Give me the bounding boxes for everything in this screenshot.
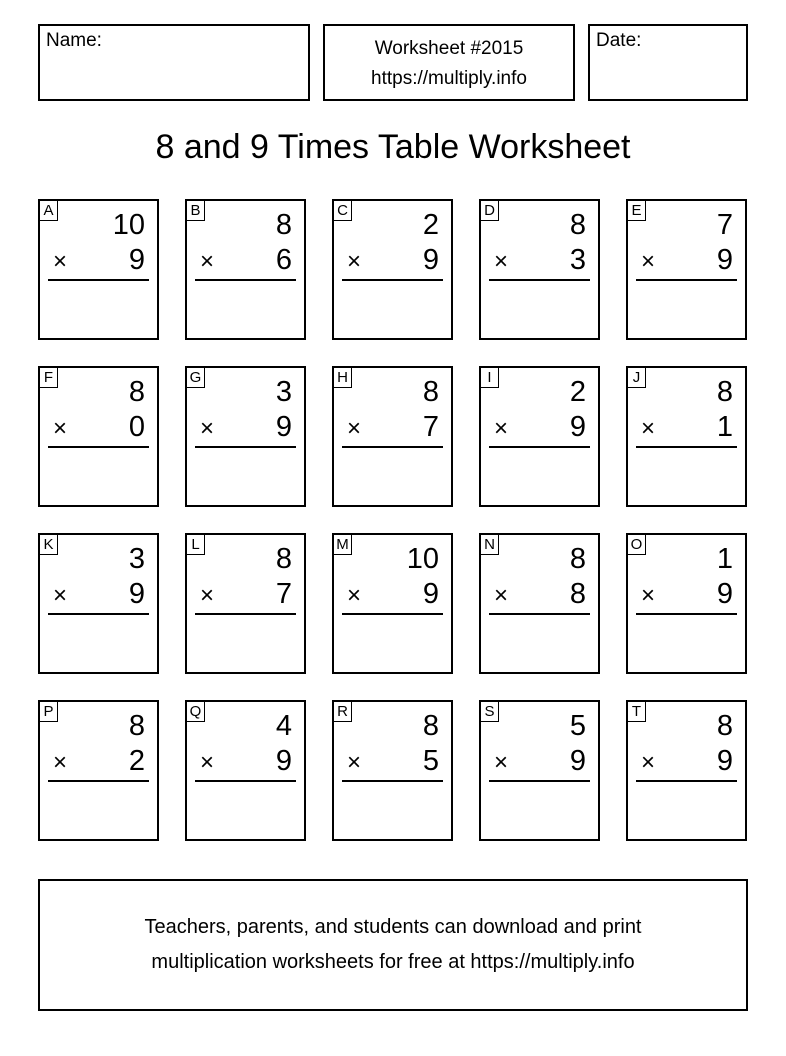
answer-line <box>195 446 296 448</box>
multiply-sign: × <box>200 248 215 275</box>
problem-multiplier: 9 <box>716 745 733 777</box>
multiply-sign: × <box>200 582 215 609</box>
problem-multiplicand: 3 <box>128 543 145 575</box>
problem-multiplier: 9 <box>275 745 292 777</box>
answer-line <box>636 446 737 448</box>
answer-line <box>489 279 590 281</box>
problem-letter: I <box>481 368 499 388</box>
problem-card <box>332 366 453 507</box>
problem-card <box>479 199 600 340</box>
problem-letter: H <box>334 368 352 388</box>
answer-line <box>195 613 296 615</box>
problem-letter: T <box>628 702 646 722</box>
problem-letter: J <box>628 368 646 388</box>
problem-multiplicand: 4 <box>275 710 292 742</box>
multiply-sign: × <box>347 248 362 275</box>
date-label: Date: <box>596 30 642 51</box>
problem-multiplier: 1 <box>716 411 733 443</box>
answer-line <box>342 613 443 615</box>
problem-letter: F <box>40 368 58 388</box>
problem-multiplier: 8 <box>569 578 586 610</box>
problem-card <box>479 533 600 674</box>
worksheet-info-box <box>323 24 575 101</box>
multiply-sign: × <box>641 248 656 275</box>
problem-multiplicand: 8 <box>422 710 439 742</box>
problem-letter: C <box>334 201 352 221</box>
answer-line <box>48 780 149 782</box>
problem-multiplier: 9 <box>128 244 145 276</box>
problem-multiplier: 0 <box>128 411 145 443</box>
problem-letter: S <box>481 702 499 722</box>
name-label: Name: <box>46 30 102 51</box>
problem-multiplicand: 3 <box>275 376 292 408</box>
problem-multiplicand: 1 <box>716 543 733 575</box>
answer-line <box>489 613 590 615</box>
problem-multiplicand: 8 <box>569 209 586 241</box>
multiply-sign: × <box>347 582 362 609</box>
problem-card <box>185 366 306 507</box>
problem-multiplicand: 2 <box>569 376 586 408</box>
problem-letter: N <box>481 535 499 555</box>
problem-multiplier: 9 <box>569 745 586 777</box>
answer-line <box>48 613 149 615</box>
answer-line <box>48 446 149 448</box>
multiply-sign: × <box>200 415 215 442</box>
date-field-box <box>588 24 748 101</box>
answer-line <box>48 279 149 281</box>
problem-card <box>626 533 747 674</box>
problem-multiplicand: 8 <box>716 710 733 742</box>
problem-card <box>626 366 747 507</box>
footer-box <box>38 879 748 1011</box>
problem-multiplicand: 8 <box>569 543 586 575</box>
answer-line <box>342 780 443 782</box>
problem-multiplier: 9 <box>275 411 292 443</box>
answer-line <box>342 279 443 281</box>
answer-line <box>489 446 590 448</box>
problem-card <box>479 700 600 841</box>
answer-line <box>636 279 737 281</box>
answer-line <box>489 780 590 782</box>
problem-card <box>38 199 159 340</box>
multiply-sign: × <box>494 415 509 442</box>
problem-multiplicand: 8 <box>422 376 439 408</box>
multiply-sign: × <box>641 749 656 776</box>
problem-letter: K <box>40 535 58 555</box>
problem-letter: E <box>628 201 646 221</box>
problem-multiplier: 7 <box>275 578 292 610</box>
problem-multiplicand: 8 <box>128 710 145 742</box>
answer-line <box>636 613 737 615</box>
name-field-box <box>38 24 310 101</box>
problem-multiplicand: 2 <box>422 209 439 241</box>
multiply-sign: × <box>494 749 509 776</box>
multiply-sign: × <box>53 415 68 442</box>
problem-multiplier: 9 <box>716 244 733 276</box>
problem-card <box>626 700 747 841</box>
worksheet-url: https://multiply.info <box>371 68 527 89</box>
multiply-sign: × <box>53 248 68 275</box>
problem-multiplicand: 10 <box>112 209 145 241</box>
problem-multiplicand: 8 <box>275 543 292 575</box>
problem-card <box>626 199 747 340</box>
problem-letter: D <box>481 201 499 221</box>
answer-line <box>636 780 737 782</box>
problem-letter: G <box>187 368 205 388</box>
problem-card <box>38 700 159 841</box>
answer-line <box>195 780 296 782</box>
problem-letter: Q <box>187 702 205 722</box>
problem-multiplicand: 7 <box>716 209 733 241</box>
problem-letter: L <box>187 535 205 555</box>
multiply-sign: × <box>494 248 509 275</box>
problem-card <box>185 533 306 674</box>
problem-letter: O <box>628 535 646 555</box>
footer-line-2: multiplication worksheets for free at https://multiply.info <box>151 951 635 973</box>
multiply-sign: × <box>641 415 656 442</box>
multiply-sign: × <box>347 415 362 442</box>
problem-letter: P <box>40 702 58 722</box>
problem-card <box>332 700 453 841</box>
problem-letter: B <box>187 201 205 221</box>
problem-multiplicand: 8 <box>128 376 145 408</box>
problem-card <box>185 199 306 340</box>
multiply-sign: × <box>641 582 656 609</box>
page-title: 8 and 9 Times Table Worksheet <box>155 128 631 166</box>
worksheet-number: Worksheet #2015 <box>374 38 524 59</box>
problem-multiplier: 6 <box>275 244 292 276</box>
problem-letter: R <box>334 702 352 722</box>
problem-multiplier: 9 <box>422 244 439 276</box>
problem-multiplier: 7 <box>422 411 439 443</box>
problem-letter: M <box>334 535 352 555</box>
answer-line <box>342 446 443 448</box>
problem-multiplier: 2 <box>128 745 145 777</box>
problem-multiplicand: 8 <box>716 376 733 408</box>
problem-multiplier: 9 <box>422 578 439 610</box>
problem-card <box>332 199 453 340</box>
multiply-sign: × <box>494 582 509 609</box>
problem-multiplicand: 8 <box>275 209 292 241</box>
problem-multiplier: 3 <box>569 244 586 276</box>
problem-multiplier: 5 <box>422 745 439 777</box>
answer-line <box>195 279 296 281</box>
problem-multiplier: 9 <box>128 578 145 610</box>
footer-line-1: Teachers, parents, and students can download and print <box>144 916 642 938</box>
multiply-sign: × <box>53 582 68 609</box>
problem-card <box>38 533 159 674</box>
problem-card <box>479 366 600 507</box>
problem-card <box>38 366 159 507</box>
problem-card <box>185 700 306 841</box>
multiply-sign: × <box>200 749 215 776</box>
multiply-sign: × <box>347 749 362 776</box>
multiply-sign: × <box>53 749 68 776</box>
problem-card <box>332 533 453 674</box>
problem-multiplier: 9 <box>569 411 586 443</box>
problem-multiplicand: 5 <box>569 710 586 742</box>
problem-multiplicand: 10 <box>406 543 439 575</box>
problem-letter: A <box>40 201 58 221</box>
problem-multiplier: 9 <box>716 578 733 610</box>
